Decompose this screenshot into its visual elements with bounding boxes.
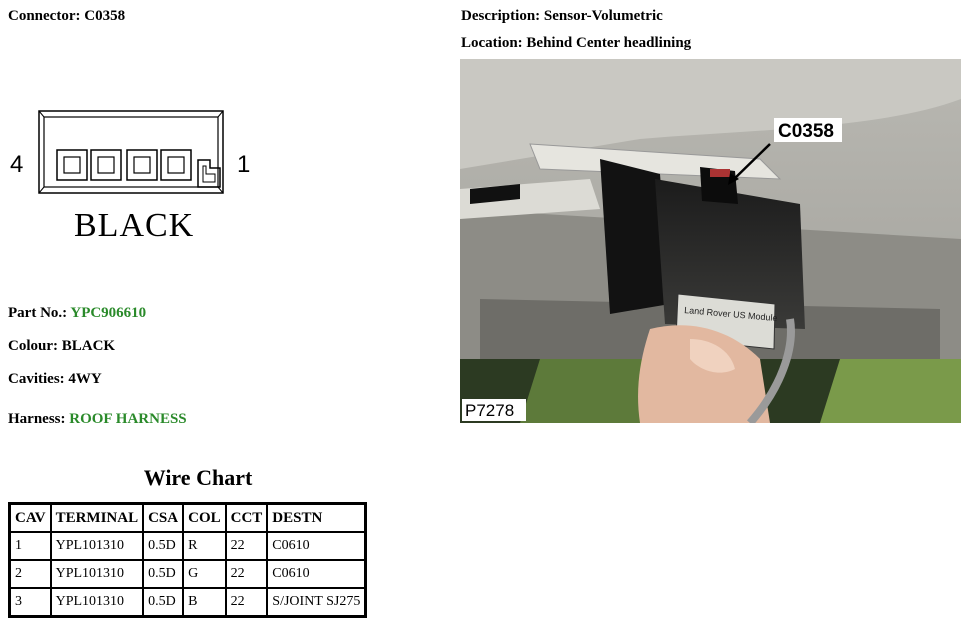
colour-label — [8, 337, 115, 355]
header-col: COL — [183, 504, 226, 533]
colour-value: BLACK — [61, 338, 116, 354]
pin-1-label: 1 — [237, 151, 251, 178]
cell-cav: 1 — [10, 532, 51, 560]
cavities-label-text: Cavities: — [8, 371, 65, 387]
cell-csa: 0.5D — [143, 532, 183, 560]
header-cct: CCT — [226, 504, 268, 533]
header-cav: CAV — [10, 504, 51, 533]
harness-value: ROOF HARNESS — [69, 411, 187, 427]
cell-cav: 3 — [10, 588, 51, 617]
cell-destn: C0610 — [267, 560, 366, 588]
part-no-label-text: Part No.: — [8, 305, 68, 321]
wire-chart-title: Wire Chart — [143, 465, 253, 490]
connector-photo — [460, 59, 961, 423]
description-label-text: Description: — [461, 8, 541, 24]
callout-text: C0358 — [778, 121, 834, 142]
cell-destn: C0610 — [267, 532, 366, 560]
harness-label — [8, 410, 187, 428]
cell-destn: S/JOINT SJ275 — [267, 588, 366, 617]
cell-cct: 22 — [226, 560, 268, 588]
cell-col: B — [183, 588, 226, 617]
cell-terminal: YPL101310 — [51, 588, 144, 617]
colour-label-text: Colour: — [8, 338, 58, 354]
location-value: Behind Center headlining — [526, 35, 692, 51]
part-no-value: YPC906610 — [70, 305, 147, 321]
header-destn: DESTN — [267, 504, 366, 533]
photo-ref-text: P7278 — [465, 401, 515, 420]
wire-chart-table — [8, 502, 367, 618]
pin-4-label: 4 — [10, 151, 24, 178]
connector-label-text: Connector: — [8, 8, 81, 24]
cell-csa: 0.5D — [143, 560, 183, 588]
location-label — [461, 34, 691, 52]
location-label-text: Location: — [461, 35, 523, 51]
part-no-label — [8, 304, 146, 322]
cavities-label — [8, 370, 102, 388]
connector-color-label: BLACK — [74, 207, 195, 244]
cavity-2 — [127, 150, 157, 180]
cell-col: G — [183, 560, 226, 588]
cavity-4 — [57, 150, 87, 180]
table-row — [10, 560, 366, 588]
module-label-text: Land Rover US Module — [683, 305, 778, 324]
cell-csa: 0.5D — [143, 588, 183, 617]
cell-terminal: YPL101310 — [51, 560, 144, 588]
connector-label — [8, 7, 125, 25]
cavity-3 — [91, 150, 121, 180]
table-row — [10, 532, 366, 560]
cell-cct: 22 — [226, 532, 268, 560]
cell-col: R — [183, 532, 226, 560]
cell-cct: 22 — [226, 588, 268, 617]
cavity-1 — [161, 150, 191, 180]
description-label — [461, 7, 663, 25]
connector-inner-shell — [44, 117, 218, 187]
table-row — [10, 588, 366, 617]
header-csa: CSA — [143, 504, 183, 533]
cavities-value: 4WY — [68, 371, 102, 387]
harness-label-text: Harness: — [8, 411, 66, 427]
header-terminal: TERMINAL — [51, 504, 144, 533]
wire-chart-header-row — [10, 504, 366, 533]
connector-value: C0358 — [84, 8, 126, 24]
connector-diagram — [8, 100, 258, 250]
cell-terminal: YPL101310 — [51, 532, 144, 560]
description-value: Sensor-Volumetric — [543, 8, 663, 24]
cell-cav: 2 — [10, 560, 51, 588]
